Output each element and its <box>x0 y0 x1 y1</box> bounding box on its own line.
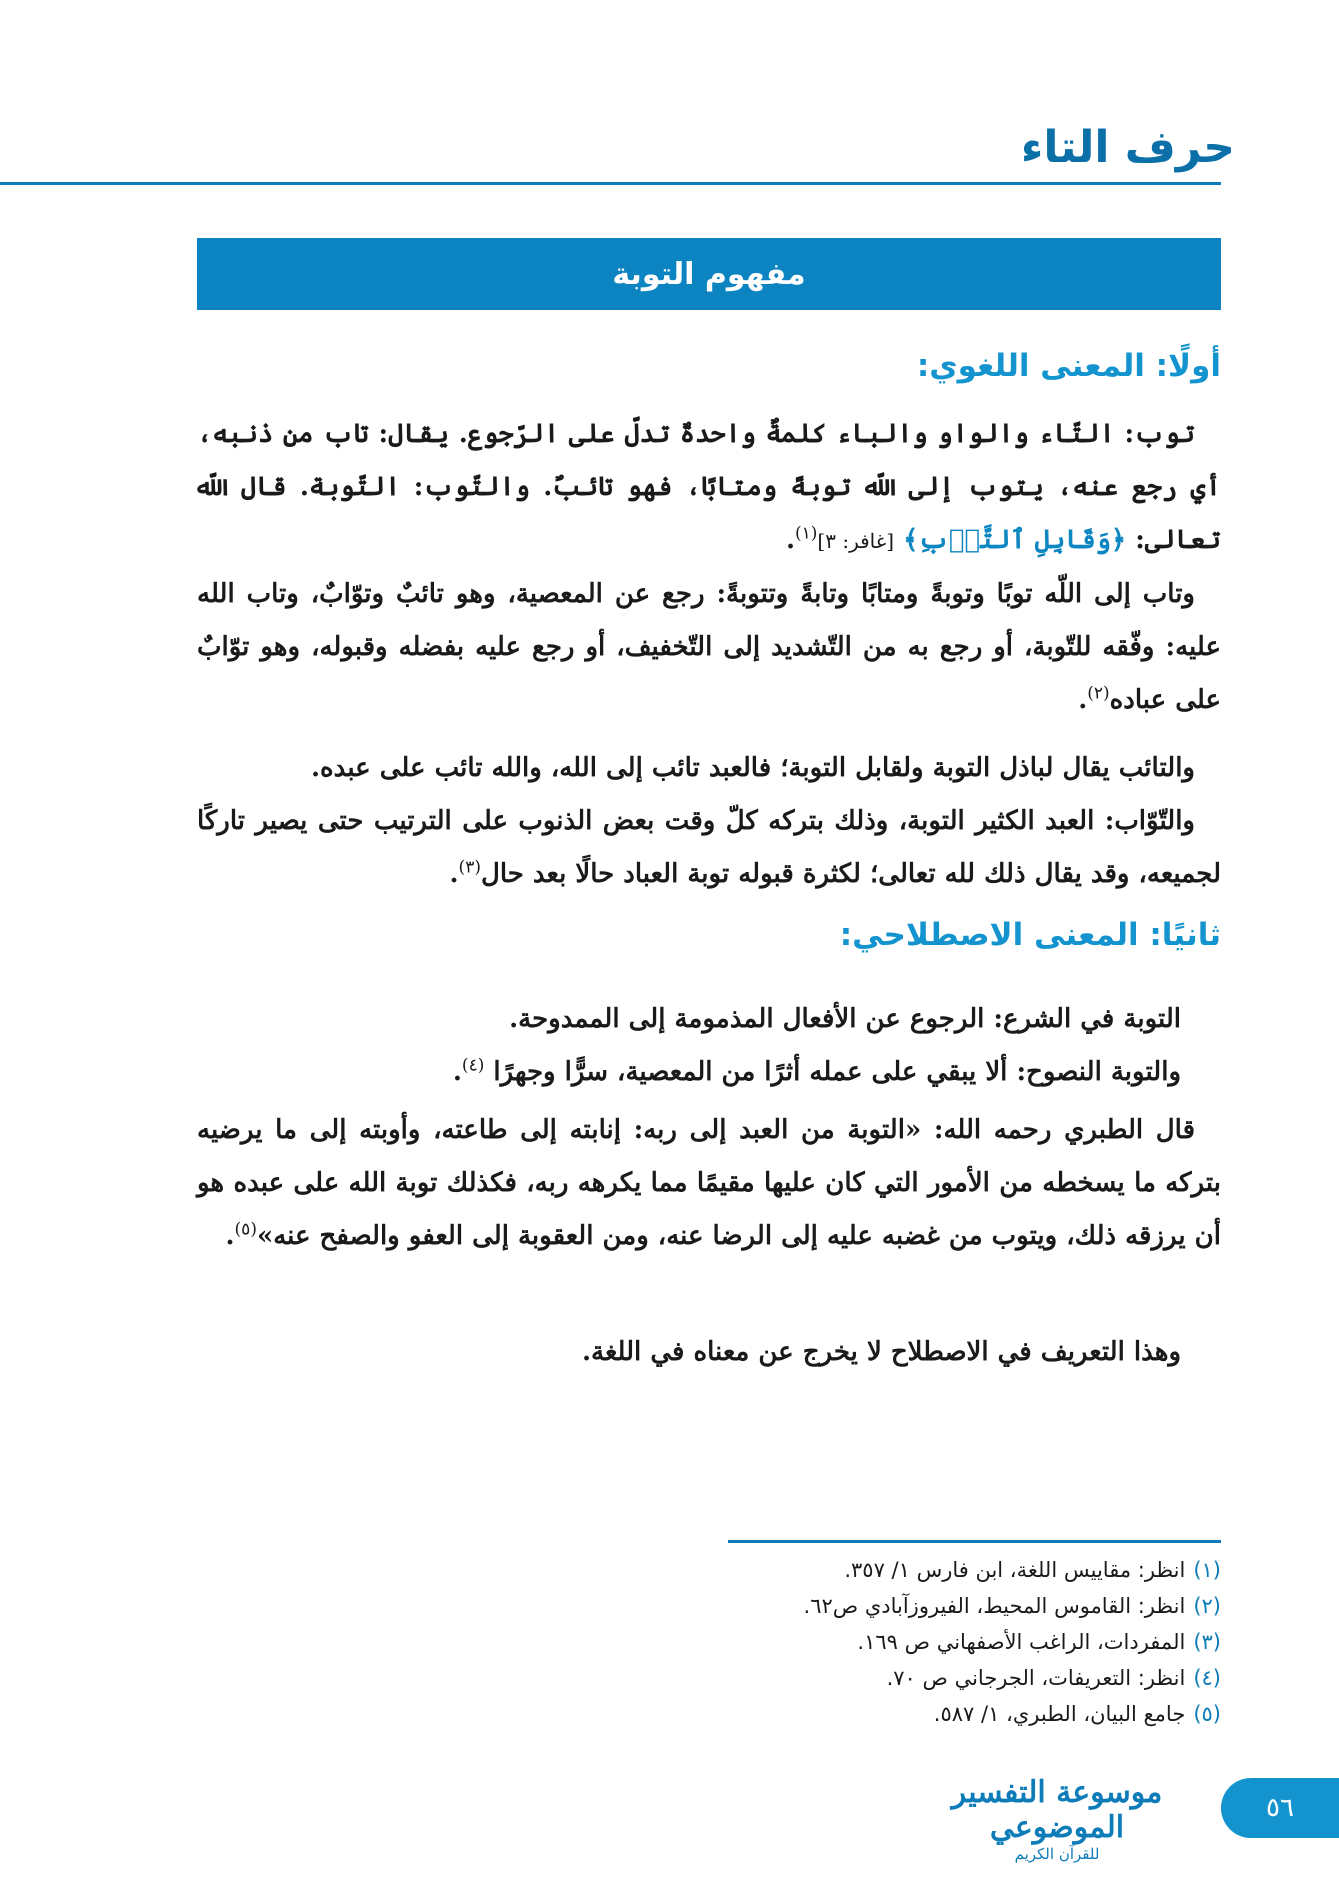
footnote-text: انظر: التعريفات، الجرجاني ص ٧٠. <box>886 1666 1186 1690</box>
footnote-text: جامع البيان، الطبري، ١/ ٥٨٧. <box>933 1702 1186 1726</box>
paragraph-4-text: والتّوّاب: العبد الكثير التوبة، وذلك بتركه كلّ وقت بعض الذنوب على الترتيب حتى يصير تاركًا لجميعه، وقد يقال ذلك لله تعالى؛ لكثرة قبوله توبة العباد حالًا بعد حال <box>197 806 1221 889</box>
paragraph-1-text: توب: التّاء والواو والباء كلمةٌ واحدةٌ تدلّ على الرّجوع. يقال: تاب من ذنبه، أي رجع عنه، يتوب إلى اللّه توبةً ومتابًا، فهو تائبٌ. والتّوب: التّوبة. قال اللّه تعالى: <box>197 419 1221 555</box>
logo-subtitle: للقرآن الكريم <box>1014 1845 1100 1863</box>
page-number-text: ٥٦ <box>1266 1793 1294 1823</box>
footnote-item <box>804 1660 1222 1696</box>
paragraph-4: والتّوّاب: العبد الكثير التوبة، وذلك بتركه كلّ وقت بعض الذنوب على الترتيب حتى يصير تاركًا لجميعه، وقد يقال ذلك لله تعالى؛ لكثرة قبوله توبة العباد حالًا بعد حال$^{(٣)}$. <box>197 806 1221 889</box>
footnote-number: (٣) <box>1193 1630 1221 1654</box>
paragraph-2-text: وتاب إلى اللّه توبًا وتوبةً ومتابًا وتابةً وتتوبةً: رجع عن المعصية، وهو تائبٌ وتوّابٌ، وتاب الله عليه: وفّقه للتّوبة، أو رجع به من التّشديد إلى التّخفيف، أو رجع عليه بفضله وقبوله، وهو توّابٌ على عباده <box>197 579 1221 715</box>
footnote-number: (٤) <box>1193 1666 1221 1690</box>
footnotes-list <box>804 1552 1222 1732</box>
quran-verse: ﴿وَقَابِلِ ٱلتَّوۡبِ﴾ <box>903 525 1127 555</box>
footnote-number: (٥) <box>1193 1702 1221 1726</box>
paragraph-8-text: وهذا التعريف في الاصطلاح لا يخرج عن معناه في اللغة. <box>581 1337 1181 1367</box>
footnote-item <box>804 1588 1222 1624</box>
footnote-ref-2[interactable]: (٢) <box>1087 683 1110 704</box>
page-number <box>1221 1778 1339 1838</box>
section-banner <box>197 238 1221 310</box>
footnote-text: انظر: القاموس المحيط، الفيروزآبادي ص٦٢. <box>803 1594 1186 1618</box>
paragraph-6-text: والتوبة النصوح: ألا يبقي على عمله أثرًا من المعصية، سرًّا وجهرًا <box>493 1057 1181 1087</box>
paragraph-6: والتوبة النصوح: ألا يبقي على عمله أثرًا من المعصية، سرًّا وجهرًا $^{(٤)}$. <box>452 1055 1181 1087</box>
footnote-ref-3[interactable]: (٣) <box>458 857 481 878</box>
logo-title: موسوعة التفسير الموضوعي <box>951 1775 1163 1845</box>
chapter-divider <box>0 182 1221 185</box>
footnote-item <box>804 1552 1222 1588</box>
footnote-ref-5[interactable]: (٥) <box>234 1219 257 1240</box>
paragraph-8 <box>197 1326 1181 1379</box>
footnote-number: (١) <box>1193 1558 1221 1582</box>
footnote-text: المفردات، الراغب الأصفهاني ص ١٦٩. <box>857 1630 1186 1654</box>
verse-reference: [غافر: ٣] <box>817 529 895 553</box>
chapter-title: حرف التاء <box>1020 122 1235 173</box>
footnote-text: انظر: مقاييس اللغة، ابن فارس ١/ ٣٥٧. <box>844 1558 1186 1582</box>
paragraph-7-text: قال الطبري رحمه الله: «التوبة من العبد إلى ربه: إنابته إلى طاعته، وأوبته إلى ما يرضيه بتركه ما يسخطه من الأمور التي كان عليها مقيمًا مما يكرهه ربه، فكذلك توبة الله على عبده هو أن يرزقه ذلك، ويتوب من غضبه عليه إلى الرضا عنه، ومن العقوبة إلى العفو والصفح عنه» <box>197 1115 1221 1251</box>
paragraph-3-text: والتائب يقال لباذل التوبة ولقابل التوبة؛ فالعبد تائب إلى الله، والله تائب على عبده. <box>311 753 1195 783</box>
section-title: مفهوم التوبة <box>612 256 806 292</box>
paragraph-5-text: التوبة في الشرع: الرجوع عن الأفعال المذمومة إلى الممدوحة. <box>509 1004 1181 1034</box>
paragraph-5 <box>197 993 1181 1046</box>
heading-terminological: ثانيًا: المعنى الاصطلاحي: <box>839 917 1221 953</box>
footnote-item <box>804 1696 1222 1732</box>
paragraph-3 <box>197 742 1221 795</box>
footnote-number: (٢) <box>1193 1594 1221 1618</box>
footnote-ref-1[interactable]: (١) <box>795 523 818 544</box>
paragraph-1: توب: التّاء والواو والباء كلمةٌ واحدةٌ تدلّ على الرّجوع. يقال: تاب من ذنبه، أي رجع عنه، يتوب إلى اللّه توبةً ومتابًا، فهو تائبٌ. والتّوب: التّوبة. قال اللّه تعالى: ﴿وَقَابِلِ ٱلتَّوۡبِ﴾ [غافر: ٣]$^{(١)}$. <box>197 419 1221 555</box>
footnote-divider <box>728 1540 1221 1543</box>
heading-linguistic: أولًا: المعنى اللغوي: <box>916 348 1221 384</box>
footnote-item <box>804 1624 1222 1660</box>
encyclopedia-logo <box>927 1775 1187 1863</box>
footnote-ref-4[interactable]: (٤) <box>461 1055 485 1076</box>
paragraph-2: وتاب إلى اللّه توبًا وتوبةً ومتابًا وتابةً وتتوبةً: رجع عن المعصية، وهو تائبٌ وتوّابٌ، وتاب الله عليه: وفّقه للتّوبة، أو رجع به من التّشديد إلى التّخفيف، أو رجع عليه بفضله وقبوله، وهو توّابٌ على عباده$^{(٢)}$. <box>197 579 1221 715</box>
paragraph-7: قال الطبري رحمه الله: «التوبة من العبد إلى ربه: إنابته إلى طاعته، وأوبته إلى ما يرضيه بتركه ما يسخطه من الأمور التي كان عليها مقيمًا مما يكرهه ربه، فكذلك توبة الله على عبده هو أن يرزقه ذلك، ويتوب من غضبه عليه إلى الرضا عنه، ومن العقوبة إلى العفو والصفح عنه»$^{(٥)}$. <box>197 1115 1221 1251</box>
